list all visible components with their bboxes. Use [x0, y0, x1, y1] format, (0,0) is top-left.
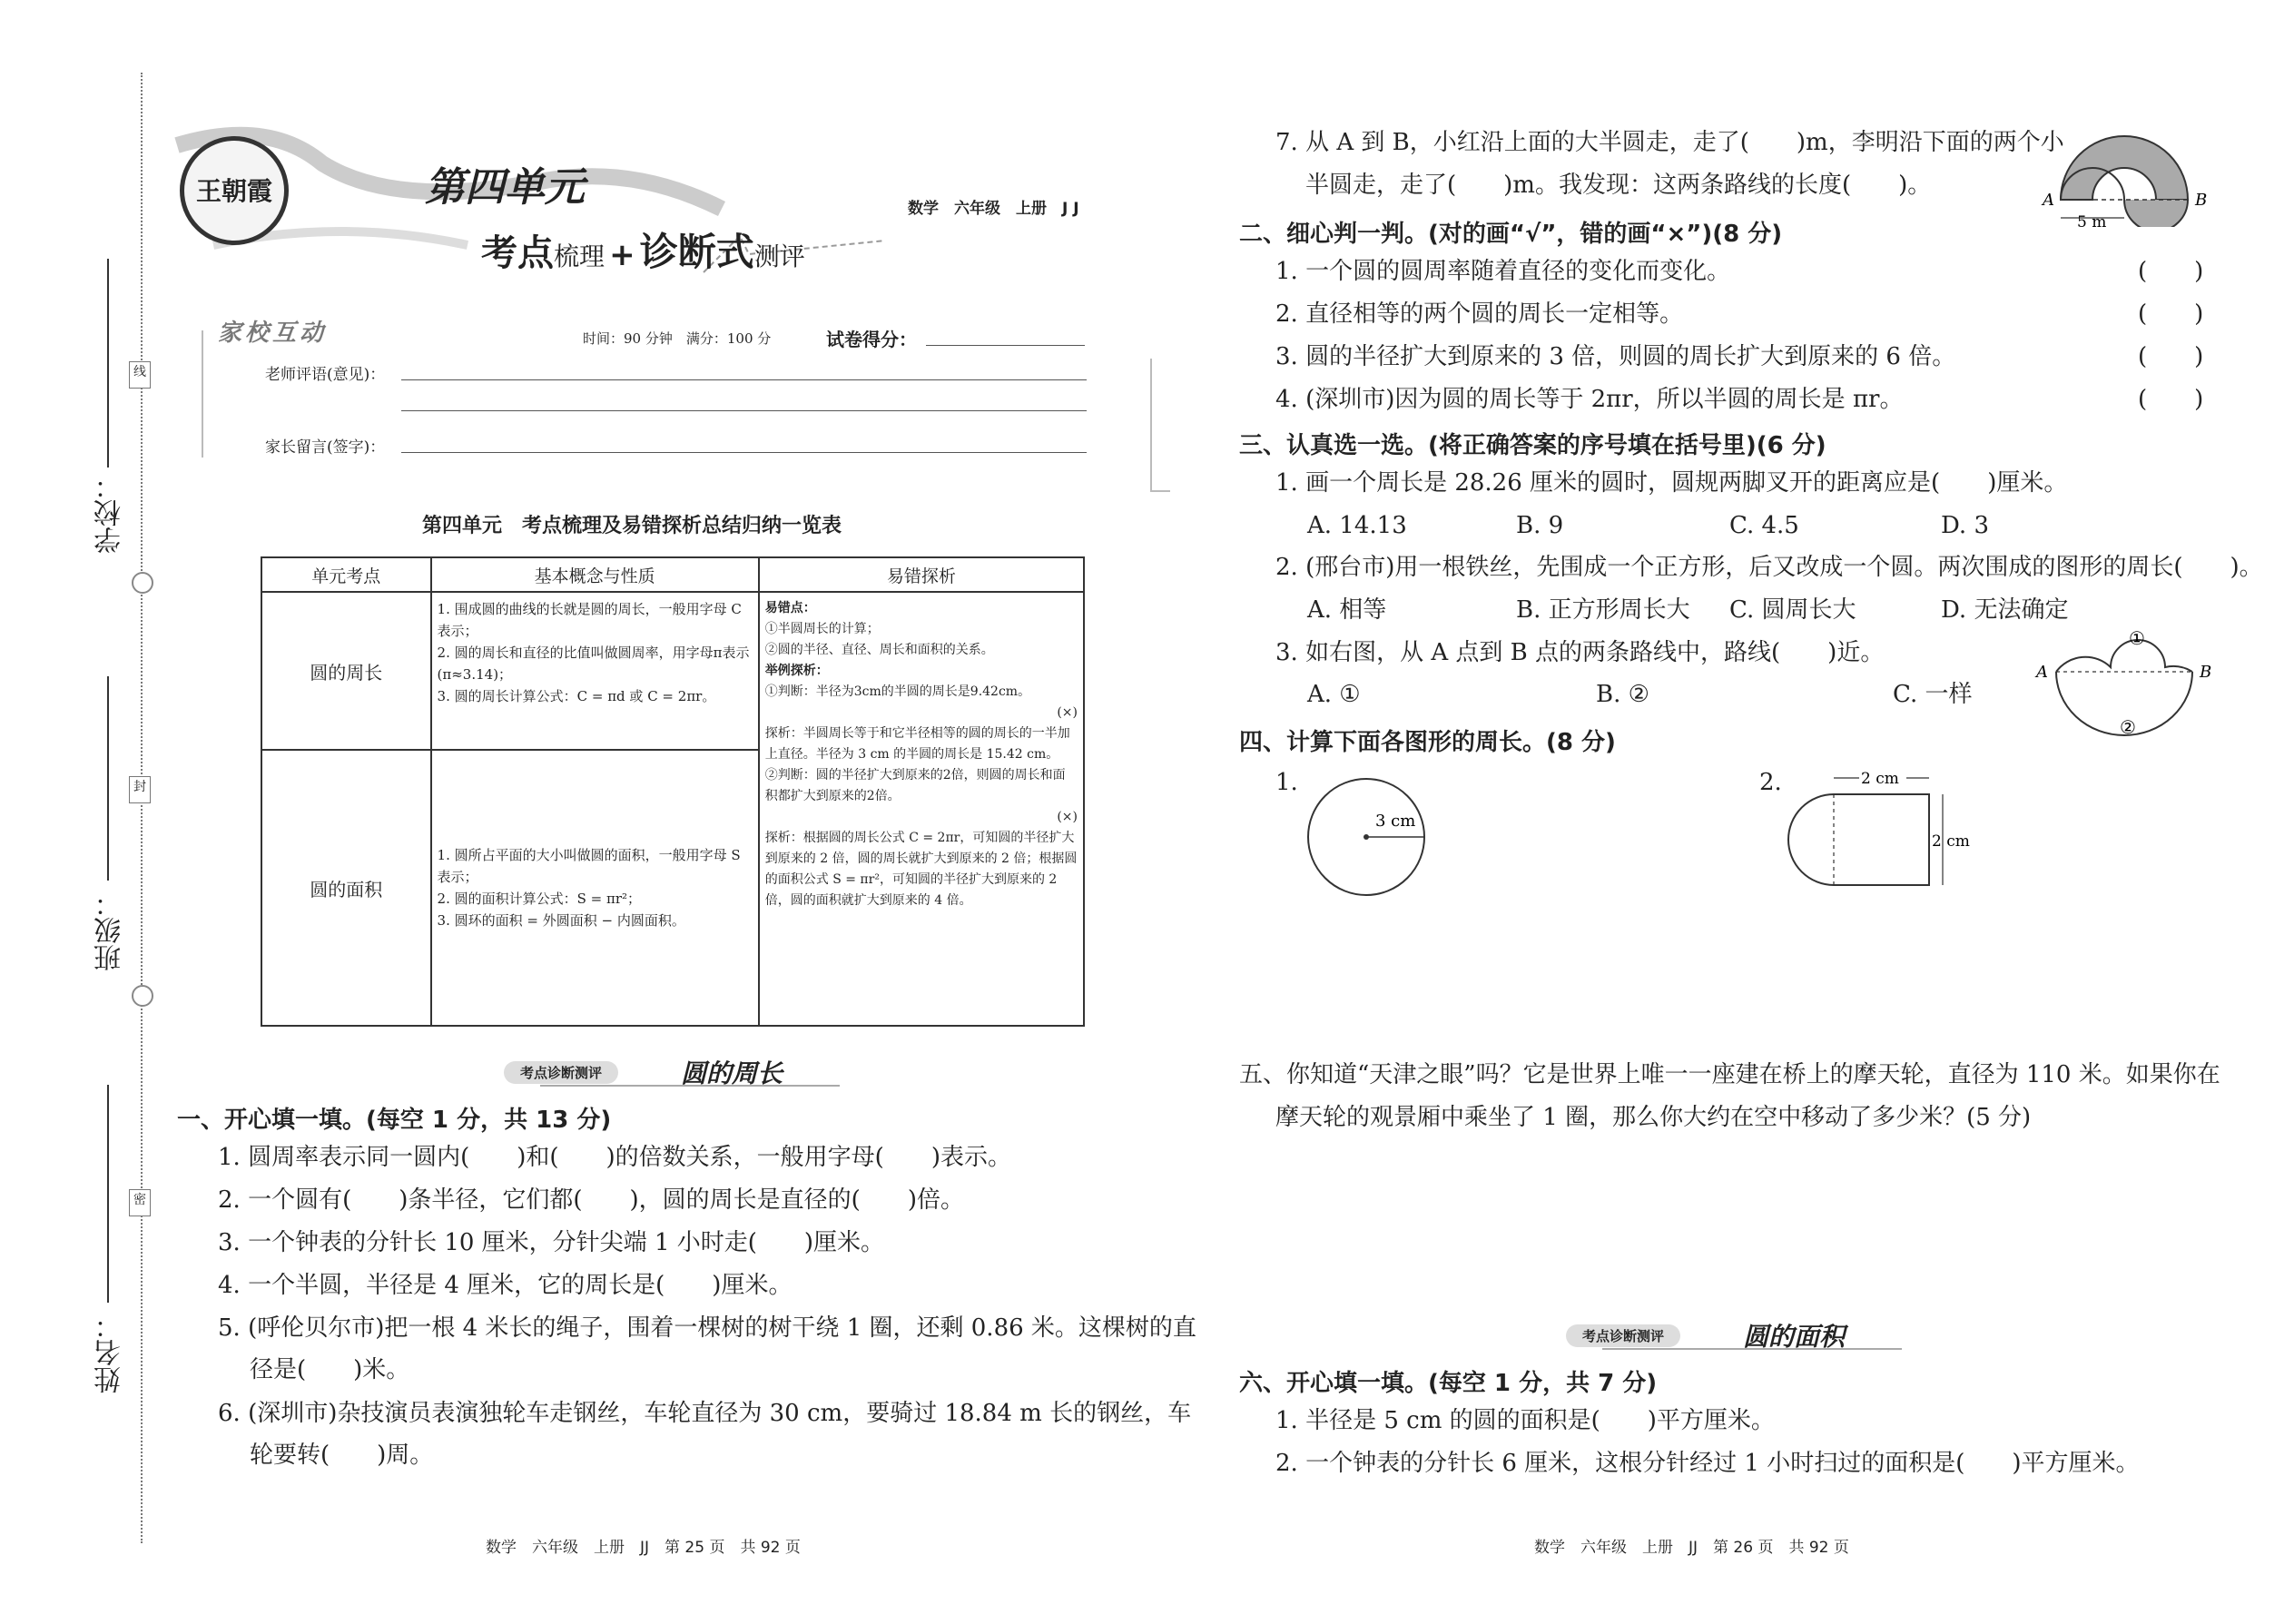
- teacher-comment-field[interactable]: [401, 379, 1087, 380]
- page-footer-right: 数学 六年级 上册 JJ 第 26 页 共 92 页: [1534, 1539, 1849, 1557]
- binding-dotted-line: [141, 73, 143, 1543]
- header-subtitle: 考点梳理 + 诊断式测评: [481, 230, 805, 274]
- teacher-comment-label: 老师评语(意见)：: [265, 366, 386, 384]
- binding-mark-mi: 密: [129, 1189, 151, 1216]
- fig7-label-b: B: [2195, 191, 2208, 210]
- choice-2: 2. (邢台市)用一根铁丝，先围成一个正方形，后又改成一个圆。两次围成的图形的周长( )。: [1275, 554, 2263, 581]
- decor-bracket: [202, 330, 222, 458]
- name-label: 姓名：: [94, 1312, 126, 1393]
- section-banner-area: 考点诊断测评 圆的面积: [1566, 1321, 1902, 1352]
- question-6: 6. (深圳市)杂技演员表演独轮车走钢丝，车轮直径为 30 cm，要骑过 18.84 m 长的钢丝，车: [218, 1400, 1192, 1427]
- question-4: 4. 一个半圆，半径是 4 厘米，它的周长是( )厘米。: [218, 1272, 793, 1299]
- figure-2-width: 2 cm: [1861, 770, 1899, 788]
- question-5: 5. (呼伦贝尔市)把一根 4 米长的绳子，围着一棵树的树干绕 1 圈，还剩 0.86 米。这棵树的直: [218, 1314, 1196, 1342]
- judge-2: 2. 直径相等的两个圆的周长一定相等。: [1275, 300, 1684, 328]
- fig-c3-label-b: B: [2200, 663, 2212, 682]
- judge-3: 3. 圆的半径扩大到原来的 3 倍，则圆的周长扩大到原来的 6 倍。: [1275, 343, 1956, 370]
- section-1-heading: 一、开心填一填。(每空 1 分，共 13 分): [177, 1107, 612, 1134]
- binding-hole: [132, 985, 153, 1007]
- judge-4: 4. (深圳市)因为圆的周长等于 2πr，所以半圆的周长是 πr。: [1275, 386, 1904, 413]
- choice-3-opt-a[interactable]: A. ①: [1307, 681, 1361, 708]
- figure-2-number: 2.: [1759, 769, 1782, 796]
- binding-hole: [132, 572, 153, 594]
- question-5-ferris-cont: 摩天轮的观景厢中乘坐了 1 圈，那么你大约在空中移动了多少米？(5 分): [1275, 1104, 2032, 1131]
- question-5-cont: 径是( )米。: [250, 1356, 410, 1383]
- school-write-line: [107, 259, 109, 468]
- page-footer-left: 数学 六年级 上册 JJ 第 25 页 共 92 页: [486, 1539, 801, 1557]
- row-head-circumference: 圆的周长: [261, 592, 431, 750]
- fig-c3-route-1: ①: [2129, 627, 2145, 649]
- question-5-ferris: 五、你知道“天津之眼”吗？它是世界上唯一一座建在桥上的摩天轮，直径为 110 米。如果你在: [1239, 1061, 2220, 1088]
- fig7-label-a: A: [2043, 191, 2054, 210]
- section-3-heading: 三、认真选一选。(将正确答案的序号填在括号里)(6 分): [1239, 432, 1826, 459]
- choice-3-opt-c[interactable]: C. 一样: [1893, 681, 1973, 708]
- decor-bracket: [1150, 359, 1170, 492]
- figure-choice-3: [2029, 617, 2220, 744]
- section-2-heading: 二、细心判一判。(对的画“√”，错的画“×”)(8 分): [1239, 221, 1783, 248]
- judge-1: 1. 一个圆的圆周率随着直径的变化而变化。: [1275, 258, 1731, 285]
- question-6-cont: 轮要转( )周。: [250, 1442, 434, 1469]
- col-unit-point: 单元考点: [261, 557, 431, 592]
- col-error-analysis: 易错探析: [759, 557, 1084, 592]
- figure-1-circle: [1303, 772, 1439, 908]
- parent-comment-label: 家长留言(签字)：: [265, 438, 386, 457]
- figure-1-radius: 3 cm: [1375, 812, 1416, 831]
- school-label: 学校：: [94, 472, 126, 554]
- question-2: 2. 一个圆有( )条半径，它们都( )，圆的周长是直径的( )倍。: [218, 1186, 964, 1214]
- unit-title: 第四单元: [425, 164, 585, 211]
- summary-table: [261, 556, 1085, 1027]
- choice-3-opt-b[interactable]: B. ②: [1596, 681, 1649, 708]
- choice-2-opt-d[interactable]: D. 无法确定: [1941, 596, 2069, 624]
- choice-1-opt-a[interactable]: A. 14.13: [1307, 512, 1407, 539]
- summary-title: 第四单元 考点梳理及易错探析总结归纳一览表: [422, 515, 842, 537]
- concepts-circumference: 1. 围成圆的曲线的长就是圆的周长，一般用字母 C 表示； 2. 圆的周长和直径的比值叫做圆周率，用字母π表示(π≈3.14)； 3. 圆的周长计算公式：C = πd 或 C = 2πr。: [431, 592, 759, 750]
- choice-1-opt-c[interactable]: C. 4.5: [1729, 512, 1799, 539]
- fig7-dim: 5 m: [2077, 213, 2107, 227]
- class-write-line: [107, 676, 109, 881]
- choice-2-opt-a[interactable]: A. 相等: [1307, 596, 1387, 624]
- judge-1-answer[interactable]: ( ): [2138, 258, 2204, 285]
- question-3: 3. 一个钟表的分针长 10 厘米，分针尖端 1 小时走( )厘米。: [218, 1229, 885, 1256]
- row-head-area: 圆的面积: [261, 750, 431, 1026]
- question-1: 1. 圆周率表示同一圆内( )和( )的倍数关系，一般用字母( )表示。: [218, 1144, 1011, 1171]
- fig-c3-label-a: A: [2036, 663, 2048, 682]
- table-row: [261, 592, 1084, 750]
- judge-2-answer[interactable]: ( ): [2138, 300, 2204, 328]
- fill-2: 2. 一个钟表的分针长 6 厘米，这根分针经过 1 小时扫过的面积是( )平方厘米。: [1275, 1450, 2140, 1477]
- choice-2-opt-b[interactable]: B. 正方形周长大: [1516, 596, 1690, 624]
- score-label: 试卷得分：: [826, 329, 917, 350]
- question-7: 7. 从 A 到 B，小红沿上面的大半圆走，走了( )m，李明沿下面的两个小: [1275, 129, 2064, 156]
- judge-4-answer[interactable]: ( ): [2138, 386, 2204, 413]
- publisher-logo: [180, 136, 289, 245]
- grade-tag: 数学 六年级 上册 J J: [908, 200, 1079, 218]
- score-field[interactable]: [926, 345, 1085, 346]
- time-info: 时间：90 分钟 满分：100 分: [583, 330, 772, 347]
- table-header-row: [261, 557, 1084, 592]
- error-analysis-cell: 易错点： ①半圆周长的计算； ②圆的半径、直径、周长和面积的关系。 举例探析： ①判断：半径为3cm的半圆的周长是9.42cm。 (×) 探析：半圆周长等于和它半径相等的圆的周长的一半加上直径。半径为 3 cm 的半圆的周长是 15.42 cm。 ②判断：圆的半径扩大到原来的2倍，则圆的周长和面积都扩大到原来的2倍。 (×) 探析：根据圆的周长公式 C = 2πr，可知圆的半径扩大到原来的 2 倍，圆的周长就扩大到原来的 2 倍；根据圆的面积公式 S = πr²，可知圆的半径扩大到原来的 2 倍，圆的面积就扩大到原来的 4 倍。: [759, 592, 1084, 1026]
- teacher-comment-field-2[interactable]: [401, 410, 1087, 411]
- question-7-cont: 半圆走，走了( )m。我发现：这两条路线的长度( )。: [1305, 172, 1932, 199]
- binding-mark-xian: 线: [129, 361, 151, 389]
- col-concepts: 基本概念与性质: [431, 557, 759, 592]
- section-6-heading: 六、开心填一填。(每空 1 分，共 7 分): [1239, 1370, 1658, 1397]
- concepts-area: 1. 圆所占平面的大小叫做圆的面积，一般用字母 S 表示； 2. 圆的面积计算公式：S = πr²； 3. 圆环的面积 = 外圆面积 − 内圆面积。: [431, 750, 759, 1026]
- fig-c3-route-2: ②: [2120, 716, 2136, 738]
- figure-1-number: 1.: [1275, 769, 1298, 796]
- judge-3-answer[interactable]: ( ): [2138, 343, 2204, 370]
- section-4-heading: 四、计算下面各图形的周长。(8 分): [1239, 729, 1616, 756]
- parent-comment-field[interactable]: [401, 452, 1087, 453]
- figure-2-shape: [1779, 767, 1979, 912]
- choice-2-opt-c[interactable]: C. 圆周长大: [1729, 596, 1856, 624]
- figure-q7: [2033, 118, 2215, 227]
- figure-2-height: 2 cm: [1932, 832, 1970, 851]
- name-write-line: [107, 1085, 109, 1303]
- choice-1-opt-d[interactable]: D. 3: [1941, 512, 1989, 539]
- class-label: 班级：: [94, 890, 126, 971]
- choice-1: 1. 画一个周长是 28.26 厘米的圆时，圆规两脚叉开的距离应是( )厘米。: [1275, 469, 2068, 497]
- fill-1: 1. 半径是 5 cm 的圆的面积是( )平方厘米。: [1275, 1407, 1775, 1434]
- choice-1-opt-b[interactable]: B. 9: [1516, 512, 1564, 539]
- home-school-panel: [211, 309, 1166, 490]
- logo-text: 王朝霞: [195, 176, 272, 206]
- section-banner-circumference: 考点诊断测评 圆的周长: [504, 1058, 840, 1088]
- home-school-label: 家校互动: [218, 320, 328, 347]
- choice-3: 3. 如右图，从 A 点到 B 点的两条路线中，路线( )近。: [1275, 639, 1885, 666]
- binding-mark-feng: 封: [129, 776, 151, 803]
